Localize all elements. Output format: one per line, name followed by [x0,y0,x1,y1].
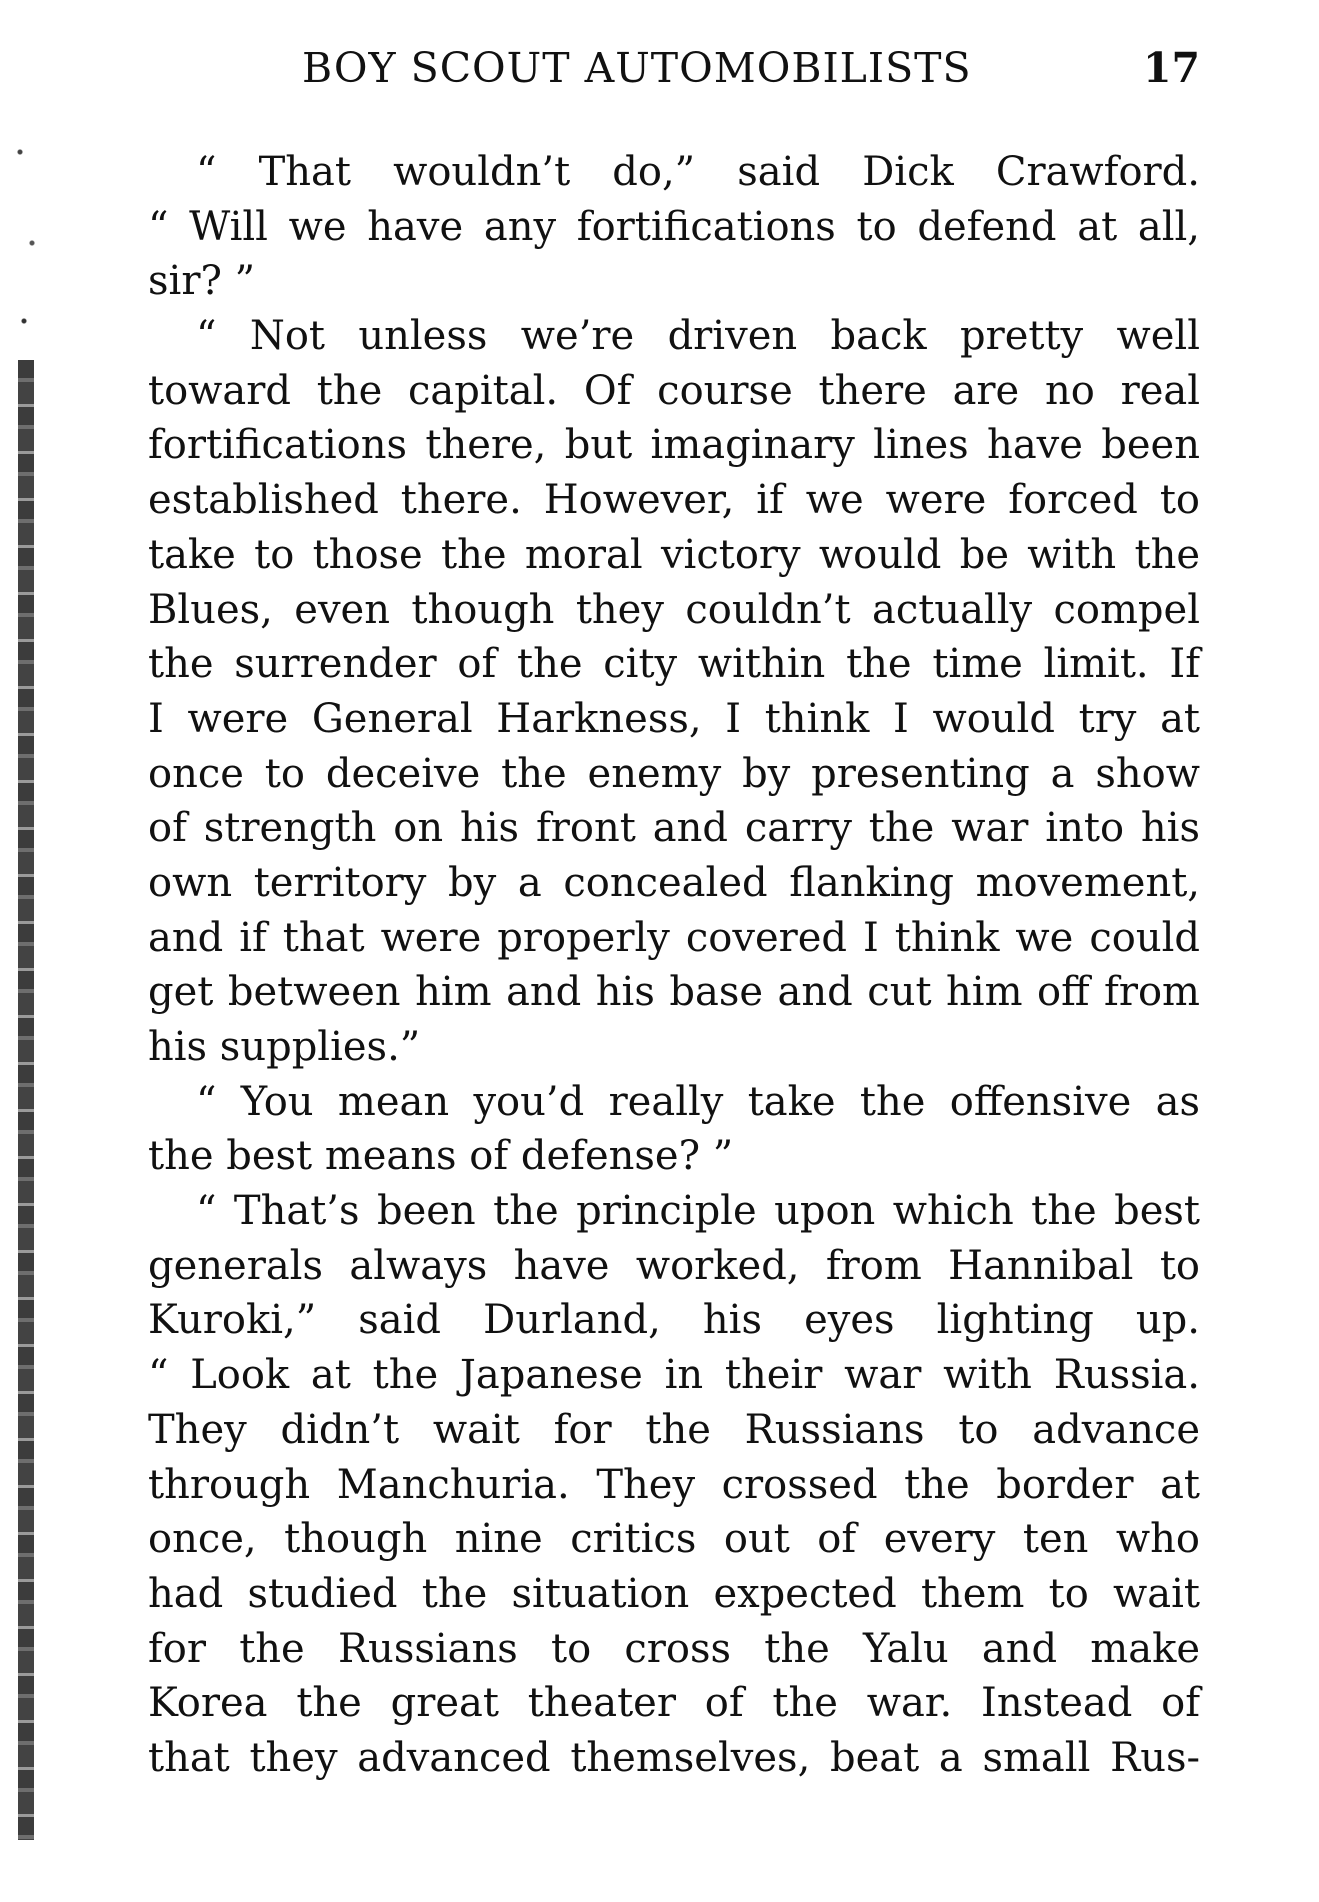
text-line: Kuroki,” said Durland, his eyes lighting up. [148,1297,1200,1344]
text-line: “ Look at the Japanese in their war with Russia. [148,1352,1200,1399]
text-line: Blues, even though they couldn’t actually compel [148,586,1200,633]
text-line: “ That’s been the principle upon which the best [196,1188,1200,1235]
text-line: once to deceive the enemy by presenting a show [148,750,1200,797]
text-line: of strength on his front and carry the war into his [148,805,1200,852]
text-line: generals always have worked, from Hannibal to [148,1242,1200,1289]
text-line: once, though nine critics out of every ten who [148,1516,1200,1563]
text-line: for the Russians to cross the Yalu and make [148,1625,1200,1672]
body-text [148,145,1200,1786]
text-line: through Manchuria. They crossed the border at [148,1461,1200,1508]
text-line: established there. However, if we were forced to [148,477,1200,524]
binding-specks [8,100,48,360]
text-line: the best means of defense? ” [148,1133,734,1180]
text-line: sir? ” [148,258,256,305]
text-line: his supplies.” [148,1024,421,1070]
text-line: I were General Harkness, I think I would try at [148,695,1200,742]
text-line: toward the capital. Of course there are no real [148,367,1200,414]
text-line: the surrender of the city within the time limit. If [148,641,1200,688]
text-line: and if that were properly covered I think we could [148,914,1200,961]
text-line: own territory by a concealed flanking movement, [148,859,1200,906]
page-header [150,44,1200,104]
text-line: take to those the moral victory would be with the [148,531,1200,578]
text-line: “ You mean you’d really take the offensive as [196,1078,1200,1125]
page-number: 17 [1142,44,1200,92]
running-title: BOY SCOUT AUTOMOBILISTS [302,44,972,92]
text-line: had studied the situation expected them to wait [148,1570,1200,1617]
text-line: Korea the great theater of the war. Instead of [148,1680,1200,1727]
text-line: that they advanced themselves, beat a small Rus- [148,1734,1200,1781]
text-line: get between him and his base and cut him off from [148,969,1200,1016]
text-line: “ That wouldn’t do,” said Dick Crawford. [196,149,1200,195]
text-line: “ Not unless we’re driven back pretty well [196,313,1200,360]
text-line: “ Will we have any fortifications to defend at all, [148,203,1200,250]
text-line: fortifications there, but imaginary lines have been [148,422,1200,469]
page-binding-edge [18,360,34,1840]
text-line: They didn’t wait for the Russians to advance [148,1406,1200,1453]
